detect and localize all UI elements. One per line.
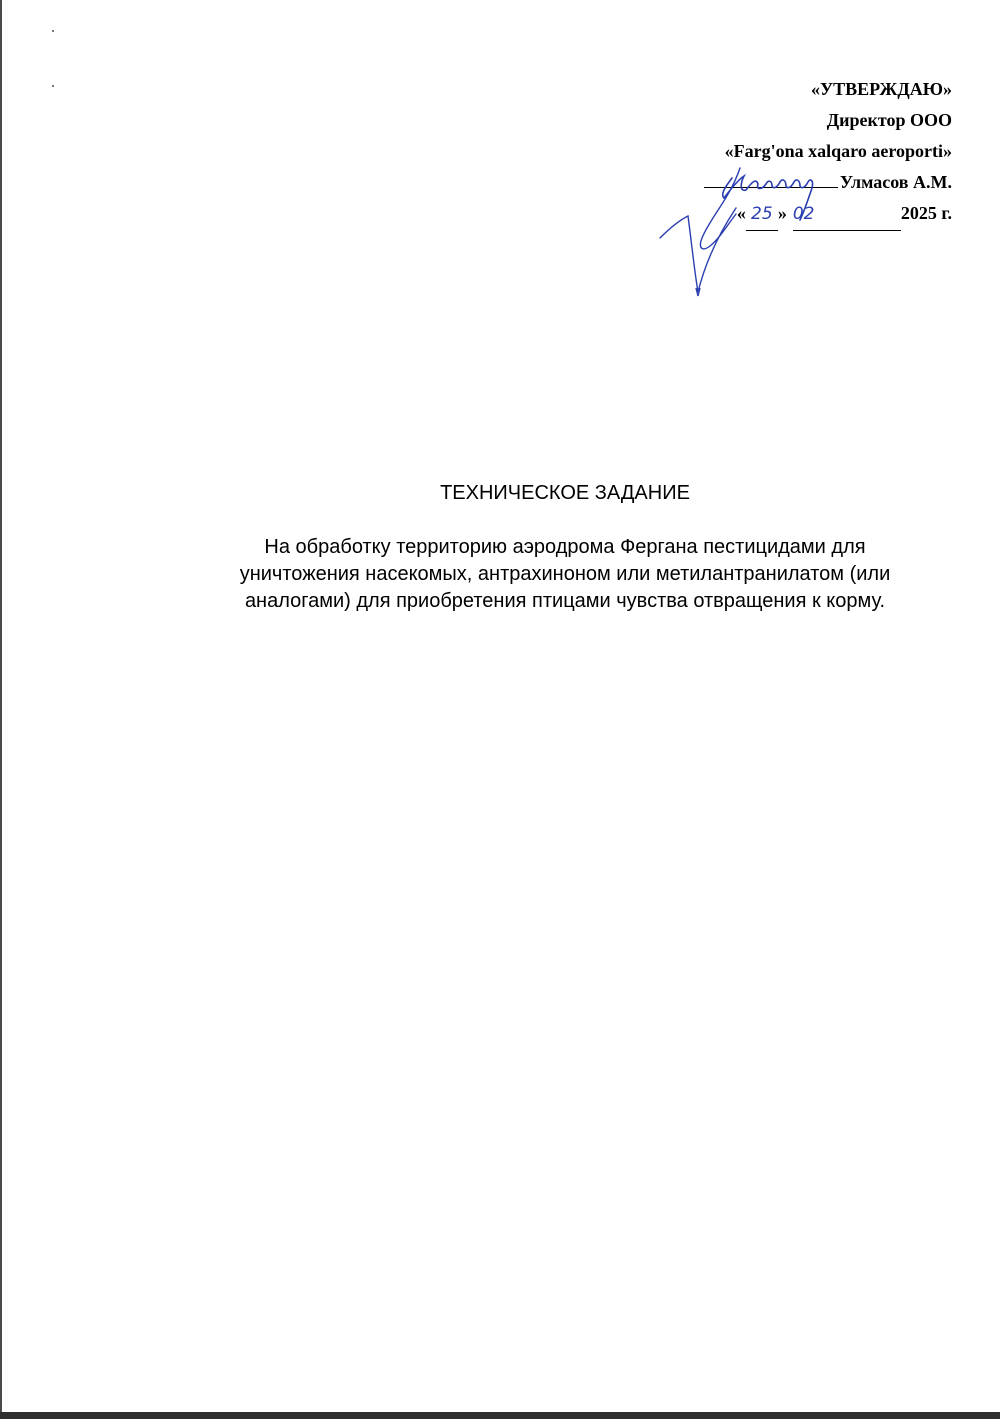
approval-block: [552, 74, 952, 231]
signature-blank: [704, 169, 838, 188]
signature-line-row: [552, 167, 952, 198]
date-day-field: [746, 198, 778, 231]
scan-speck: [52, 30, 54, 32]
date-month-field: [793, 198, 901, 231]
subject-line: На обработку территорию аэродрома Фергана пестицидами для: [264, 536, 866, 558]
date-month-handwritten: 02: [792, 204, 815, 224]
date-open-quote: «: [736, 203, 746, 223]
date-year: 2025 г.: [900, 203, 952, 223]
approver-position: Директор ООО: [826, 110, 952, 130]
signature-stroke: [696, 288, 700, 296]
date-day-handwritten: 25: [751, 204, 773, 224]
document-title: ТЕХНИЧЕСКОЕ ЗАДАНИЕ: [440, 482, 690, 504]
scan-edge-left: [0, 0, 2, 1419]
company-name: «Farg'ona xalqaro aeroporti»: [724, 141, 952, 161]
approval-label: «УТВЕРЖДАЮ»: [810, 79, 952, 99]
scan-speck: [52, 85, 54, 87]
approval-date: [552, 198, 952, 231]
subject-line: уничтожения насекомых, антрахиноном или метилантранилатом (или: [239, 563, 891, 585]
scan-edge-bottom: [0, 1412, 1000, 1419]
document-subject: [0, 534, 1000, 615]
signatory-name: Улмасов А.М.: [839, 172, 952, 192]
date-close-quote: »: [777, 203, 787, 223]
subject-line: аналогами) для приобретения птицами чувства отвращения к корму.: [244, 590, 886, 612]
